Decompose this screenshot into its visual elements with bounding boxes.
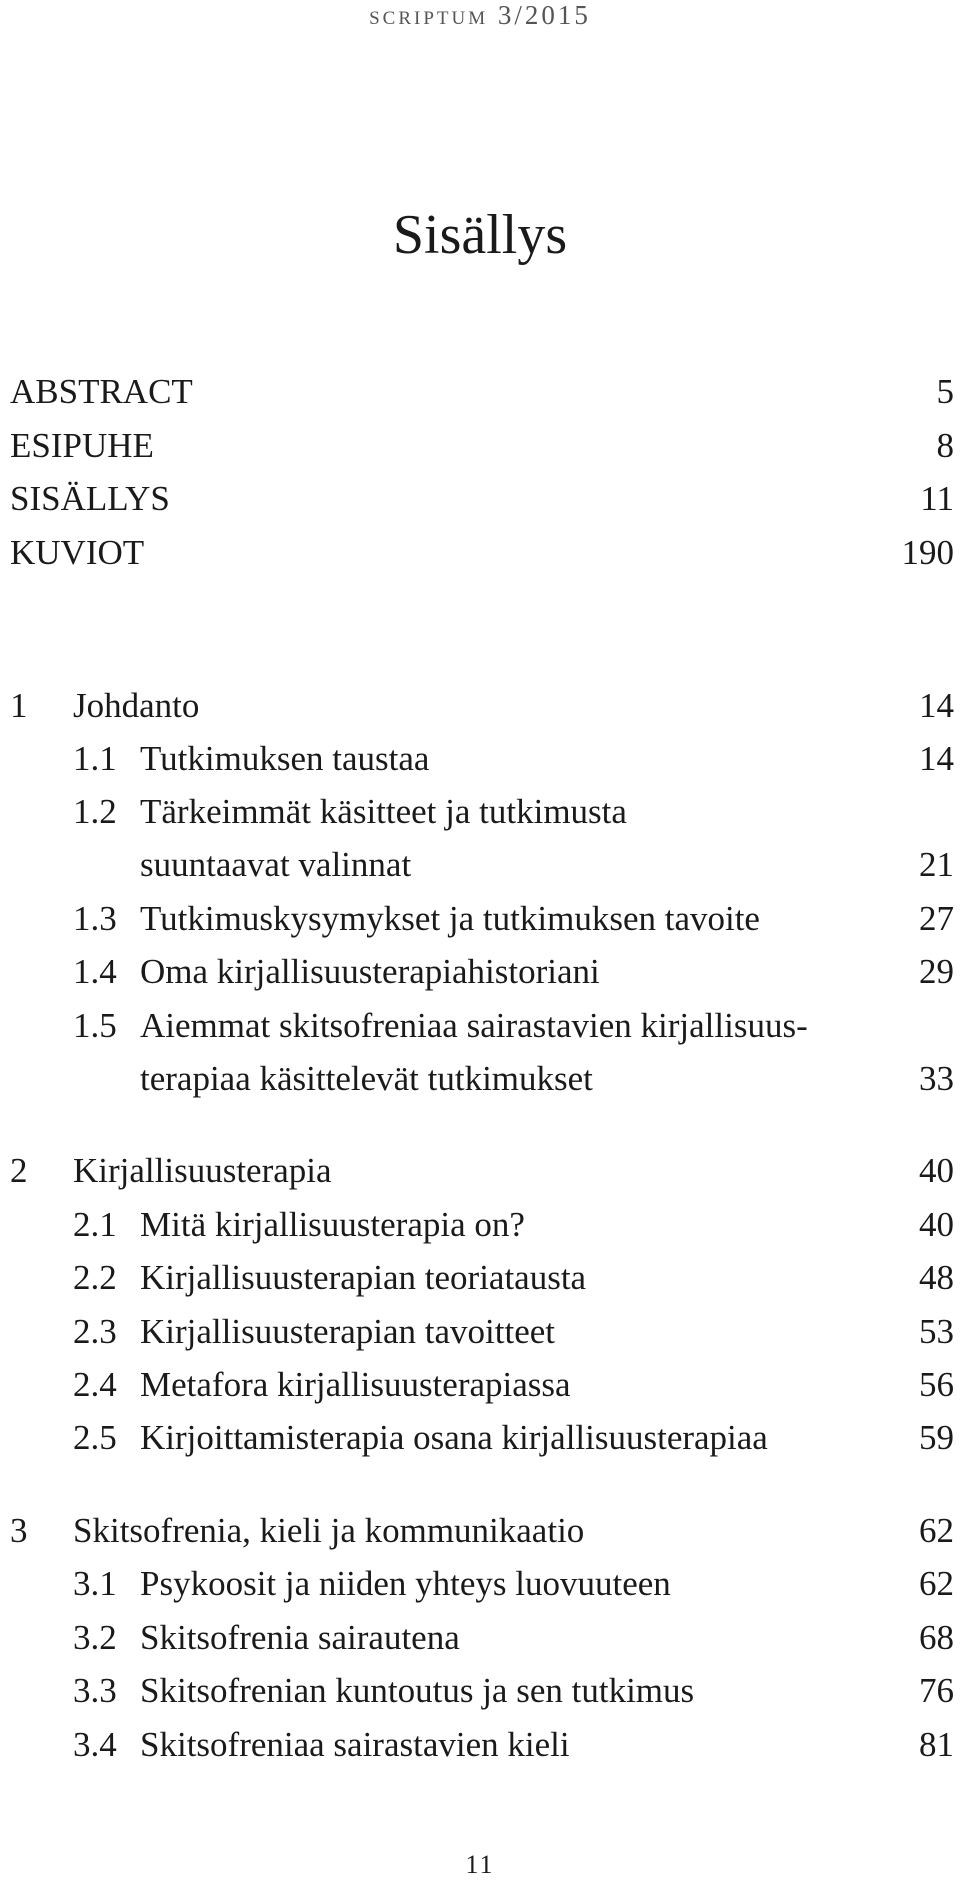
toc-section-page: 48 [919, 1258, 954, 1297]
toc-section-3-2[interactable] [10, 1612, 954, 1664]
toc-section-number: 3.2 [73, 1618, 117, 1657]
toc-section-number: 3.4 [73, 1725, 117, 1764]
toc-section-number: 2.5 [73, 1418, 117, 1457]
toc-section-3-4[interactable] [10, 1719, 954, 1771]
toc-section-page: 62 [919, 1564, 954, 1603]
toc-chapter-page: 14 [919, 686, 954, 725]
toc-section-page: 21 [919, 845, 954, 884]
toc-entry-label: ESIPUHE [10, 426, 154, 465]
toc-section-page: 53 [919, 1312, 954, 1351]
toc-section-label: Mitä kirjallisuusterapia on? [140, 1205, 525, 1244]
toc-section-number: 3.3 [73, 1671, 117, 1710]
toc-section-page: 14 [919, 739, 954, 778]
toc-section-number: 1.5 [73, 1006, 117, 1045]
toc-section-number: 1.3 [73, 899, 117, 938]
toc-entry-label: SISÄLLYS [10, 479, 170, 518]
toc-chapter-number: 2 [10, 1151, 28, 1190]
toc-section-label-continued: terapiaa käsittelevät tutkimukset [140, 1059, 593, 1098]
toc-section-label: Kirjallisuusterapian teoriatausta [140, 1258, 587, 1297]
toc-section-page: 76 [919, 1671, 954, 1710]
page-title: Sisällys [392, 204, 568, 266]
toc-section-label: Psykoosit ja niiden yhteys luovuuteen [140, 1564, 671, 1603]
toc-entry-esipuhe[interactable] [10, 420, 954, 472]
toc-section-1-1[interactable] [10, 733, 954, 785]
toc-entry-page: 8 [936, 426, 954, 465]
running-head: scriptum 3/2015 [369, 0, 591, 30]
toc-section-number: 1.2 [73, 792, 117, 831]
toc-section-label: Metafora kirjallisuusterapiassa [140, 1365, 571, 1404]
toc-entry-label: KUVIOT [10, 533, 145, 572]
toc-section-2-1[interactable] [10, 1199, 954, 1251]
toc-section-label: Tutkimuskysymykset ja tutkimuksen tavoite [140, 899, 760, 938]
toc-section-2-2[interactable] [10, 1252, 954, 1304]
toc-section-1-5-cont[interactable] [10, 1053, 954, 1105]
toc-section-1-4[interactable] [10, 946, 954, 998]
toc-chapter-3[interactable] [10, 1505, 954, 1557]
toc-section-number: 2.2 [73, 1258, 117, 1297]
toc-section-1-5[interactable] [10, 1000, 954, 1052]
toc-section-page: 68 [919, 1618, 954, 1657]
toc-chapter-page: 40 [919, 1151, 954, 1190]
toc-entry-kuviot[interactable] [10, 527, 954, 579]
toc-entry-sisallys[interactable] [10, 473, 954, 525]
toc-chapter-label: Kirjallisuusterapia [73, 1151, 332, 1190]
toc-chapter-2[interactable] [10, 1145, 954, 1197]
toc-section-1-2-cont[interactable] [10, 839, 954, 891]
toc-entry-page: 5 [936, 372, 954, 411]
page-number: 11 [465, 1850, 495, 1879]
toc-chapter-label: Skitsofrenia, kieli ja kommunikaatio [73, 1511, 585, 1550]
toc-entry-label: ABSTRACT [10, 372, 193, 411]
toc-section-label: Skitsofrenian kuntoutus ja sen tutkimus [140, 1671, 695, 1710]
toc-section-page: 29 [919, 952, 954, 991]
toc-chapter-1[interactable] [10, 680, 954, 732]
toc-section-page: 27 [919, 899, 954, 938]
toc-chapter-label: Johdanto [73, 686, 200, 725]
toc-section-3-1[interactable] [10, 1558, 954, 1610]
toc-section-number: 1.4 [73, 952, 117, 991]
toc-chapter-number: 1 [10, 686, 28, 725]
toc-section-label: Tärkeimmät käsitteet ja tutkimusta [140, 792, 627, 831]
toc-section-number: 3.1 [73, 1564, 117, 1603]
toc-section-2-3[interactable] [10, 1306, 954, 1358]
toc-section-page: 40 [919, 1205, 954, 1244]
toc-section-number: 2.3 [73, 1312, 117, 1351]
toc-section-label: Skitsofreniaa sairastavien kieli [140, 1725, 570, 1764]
toc-section-label: Oma kirjallisuusterapiahistoriani [140, 952, 600, 991]
toc-section-page: 33 [919, 1059, 954, 1098]
toc-section-3-3[interactable] [10, 1665, 954, 1717]
toc-section-label: Kirjallisuusterapian tavoitteet [140, 1312, 556, 1351]
toc-entry-page: 11 [920, 479, 954, 518]
toc-section-2-4[interactable] [10, 1359, 954, 1411]
toc-section-page: 81 [919, 1725, 954, 1764]
toc-section-label: Tutkimuksen taustaa [140, 739, 430, 778]
toc-section-number: 1.1 [73, 739, 117, 778]
toc-chapter-page: 62 [919, 1511, 954, 1550]
toc-section-label: Skitsofrenia sairautena [140, 1618, 460, 1657]
toc-section-page: 59 [919, 1418, 954, 1457]
toc-entry-page: 190 [901, 533, 954, 572]
toc-section-page: 56 [919, 1365, 954, 1404]
toc-section-label-continued: suuntaavat valinnat [140, 845, 412, 884]
toc-section-1-2[interactable] [10, 786, 954, 838]
toc-section-label: Kirjoittamisterapia osana kirjallisuusterapiaa [140, 1418, 768, 1457]
toc-section-2-5[interactable] [10, 1412, 954, 1464]
toc-entry-abstract[interactable] [10, 366, 954, 418]
toc-section-label: Aiemmat skitsofreniaa sairastavien kirjallisuus- [140, 1006, 808, 1045]
toc-section-number: 2.4 [73, 1365, 117, 1404]
toc-section-1-3[interactable] [10, 893, 954, 945]
toc-chapter-number: 3 [10, 1511, 28, 1550]
toc-section-number: 2.1 [73, 1205, 117, 1244]
